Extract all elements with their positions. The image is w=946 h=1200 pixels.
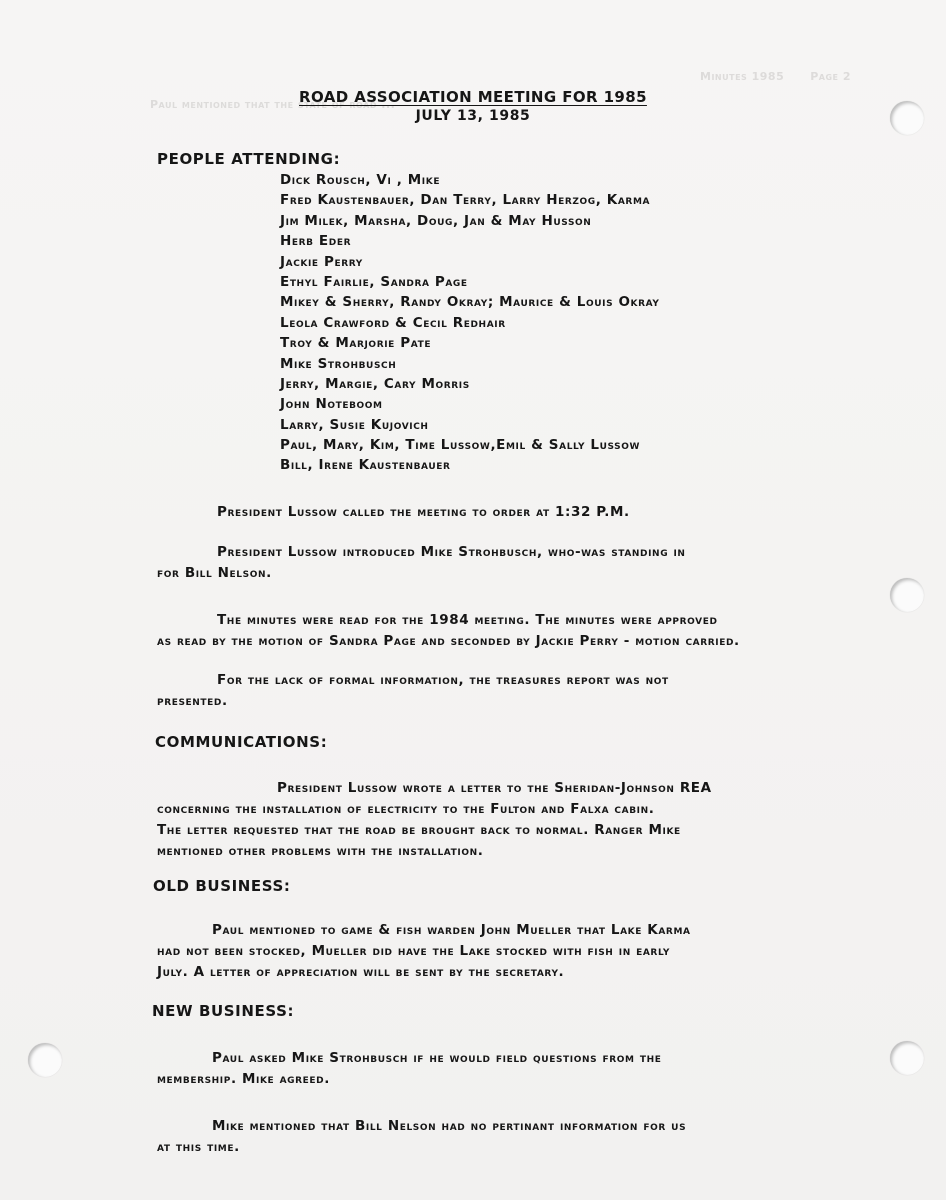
attendee-line: Herb Eder	[280, 233, 352, 250]
new-business-paragraph-1	[157, 1048, 877, 1090]
text-line: The letter requested that the road be brought back to normal. Ranger Mike	[157, 822, 681, 838]
attendee-line: Leola Crawford & Cecil Redhair	[280, 314, 506, 331]
attendee-list	[280, 172, 659, 478]
attendee-line: Dick Rousch, Vi , Mike	[280, 172, 441, 188]
binder-hole	[890, 1041, 924, 1075]
new-business-heading: NEW BUSINESS:	[152, 1002, 295, 1020]
text-line: Paul mentioned to game & fish warden John Mueller that Lake Karma	[212, 922, 691, 938]
treasurer-paragraph	[157, 670, 877, 712]
text-line: President Lussow introduced Mike Strohbusch, who-was standing in	[217, 544, 686, 560]
text-line: For the lack of formal information, the treasures report was not	[217, 672, 669, 688]
attendee-line: Jerry, Margie, Cary Morris	[280, 375, 470, 392]
text-line: The minutes were read for the 1984 meeting. The minutes were approved	[217, 612, 718, 628]
text-line: as read by the motion of Sandra Page and seconded by Jackie Perry - motion carried.	[157, 633, 740, 649]
attendee-line: Mikey & Sherry, Randy Okray; Maurice & Louis Okray	[280, 294, 660, 311]
text-line: Mike mentioned that Bill Nelson had no pertinant information for us	[212, 1118, 687, 1134]
new-business-paragraph-2	[157, 1116, 877, 1158]
attendee-line: Larry, Susie Kujovich	[280, 416, 429, 433]
text-line: had not been stocked, Mueller did have the Lake stocked with fish in early	[157, 943, 671, 959]
attendee-line: Bill, Irene Kaustenbauer	[280, 457, 451, 474]
text-line: mentioned other problems with the installation.	[157, 843, 484, 859]
old-business-paragraph	[157, 920, 877, 983]
attendee-line: Ethyl Fairlie, Sandra Page	[280, 273, 468, 290]
introduction-paragraph	[157, 542, 877, 584]
attendee-line: Jackie Perry	[280, 253, 363, 270]
text-line: at this time.	[157, 1139, 240, 1155]
text-line: for Bill Nelson.	[157, 565, 272, 581]
document-title: ROAD ASSOCIATION MEETING FOR 1985	[299, 88, 647, 106]
text-line: Paul asked Mike Strohbusch if he would field questions from the	[212, 1050, 662, 1066]
attendee-line: Fred Kaustenbauer, Dan Terry, Larry Herzog, Karma	[280, 192, 651, 209]
binder-hole	[890, 578, 924, 612]
text-line: presented.	[157, 693, 228, 709]
text-line: July. A letter of appreciation will be sent by the secretary.	[157, 964, 565, 980]
attendee-line: Mike Strohbusch	[280, 355, 397, 372]
text-line: President Lussow wrote a letter to the Sheridan-Johnson REA	[277, 780, 712, 796]
meeting-date: JULY 13, 1985	[415, 108, 531, 124]
document-page: Paul mentioned that the state of road ... Minutes 1985 Page 2 ROAD ASSOCIATION MEETING FOR 1985 JULY 13, 1985 PEOPLE ATTENDING: Dick Rousch, Vi , Mike Fred Kaustenbauer, Dan Terry, Larry Herzog, Karma Jim Milek, Marsha, Doug, Jan & May Husson Herb Eder Jackie Perry Ethyl Fairlie, Sandra Page Mikey & Sherry, Randy Okray; Maurice & Louis Okray Leola Crawford & Cecil Redhair Troy & Marjorie Pate Mike Strohbusch Jerry, Margie, Cary Morris John Noteboom Larry, Susie Kujovich Paul, Mary, Kim, Time Lussow,Emil & Sally Lussow Bill, Irene Kaustenbauer President Lussow called the meeting to order at 1:32 P.M. President Lussow introduced Mike Strohbusch, who-was standing in for Bill Nelson. The minutes were read for the 1984 meeting. The minutes were approved as read by the motion of Sandra Page and seconded by Jackie Perry - motion carried. For the lack of formal information, the treasures report was not presented. COMMUNICATIONS: President Lussow wrote a letter to the Sheridan-Johnson REA concerning the installation of electricity to the Fulton and Falxa cabin. The letter requested that the road be brought back to normal. Ranger Mike mentioned other problems with the installation. OLD BUSINESS: Paul mentioned to game & fish warden John Mueller that Lake Karma had not been stocked, Mueller did have the Lake stocked with fish in early July. A letter of appreciation will be sent by the secretary. NEW BUSINESS: Paul asked Mike Strohbusch if he would field questions from the membership. Mike agreed. Mike mentioned that Bill Nelson had no pertinant information for us at this time.	[0, 0, 946, 1200]
attendee-line: Paul, Mary, Kim, Time Lussow,Emil & Sally Lussow	[280, 437, 641, 454]
called-to-order-paragraph	[157, 502, 877, 523]
old-business-heading: OLD BUSINESS:	[153, 877, 291, 895]
minutes-paragraph	[157, 610, 877, 652]
people-attending-heading: PEOPLE ATTENDING:	[157, 150, 341, 168]
communications-paragraph	[157, 778, 877, 862]
binder-hole	[28, 1043, 62, 1077]
attendee-line: John Noteboom	[280, 396, 383, 413]
text-line: concerning the installation of electricity to the Fulton and Falxa cabin.	[157, 801, 655, 817]
attendee-line: Jim Milek, Marsha, Doug, Jan & May Husson	[280, 212, 592, 229]
text-line: President Lussow called the meeting to order at 1:32 P.M.	[217, 504, 630, 520]
text-line: membership. Mike agreed.	[157, 1071, 330, 1087]
attendee-line: Troy & Marjorie Pate	[280, 335, 432, 352]
communications-heading: COMMUNICATIONS:	[155, 733, 328, 751]
